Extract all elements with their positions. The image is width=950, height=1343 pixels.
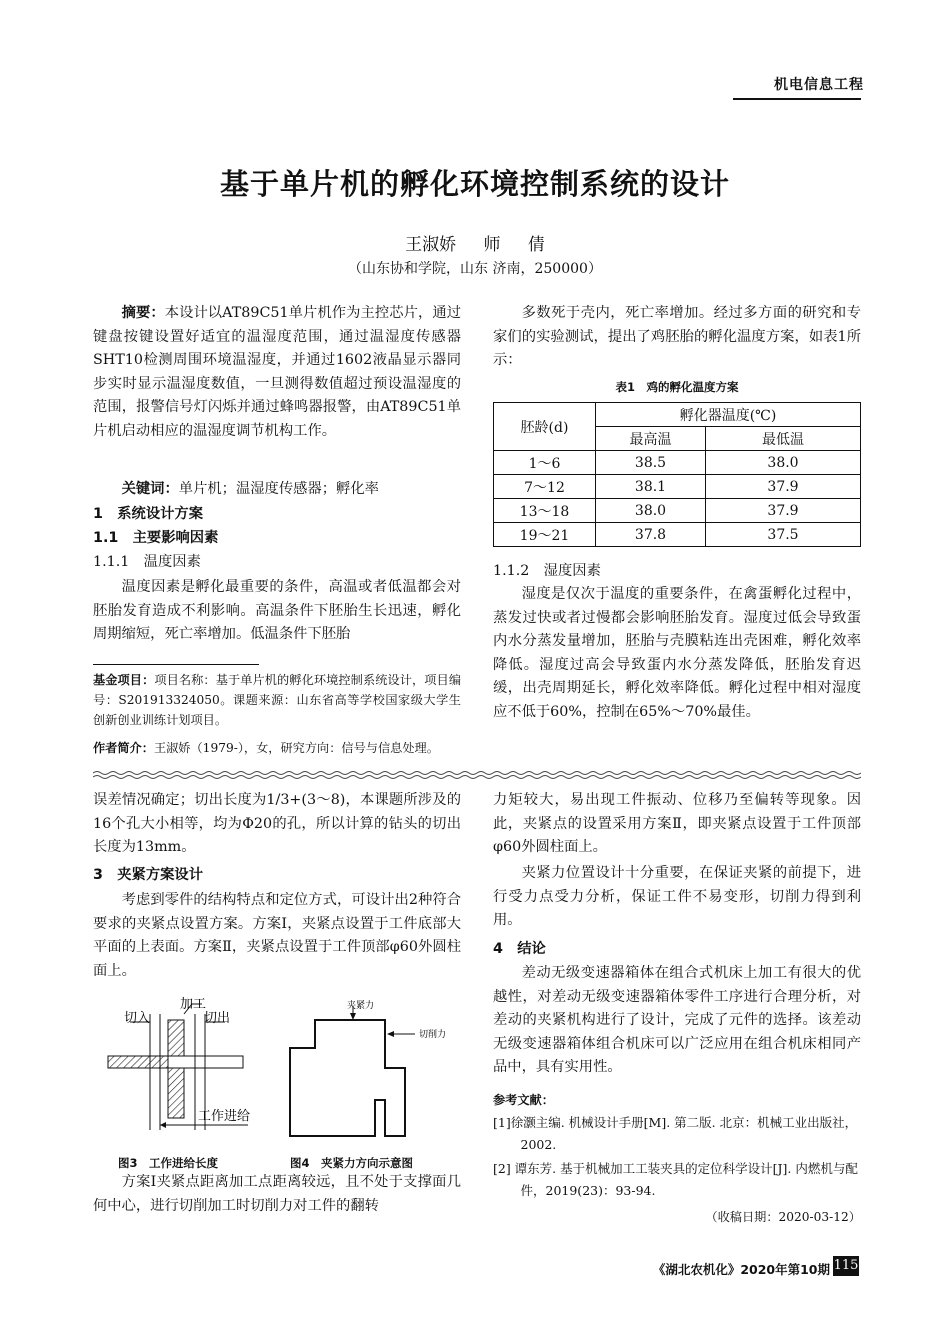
- table1-age-header: 胚龄(d): [494, 403, 596, 451]
- table-cell: 37.5: [706, 523, 861, 547]
- figure-3-caption: 图3 工作进给长度: [118, 1156, 219, 1170]
- table-row: [494, 499, 861, 523]
- received-date: （收稿日期：2020-03-12）: [705, 1210, 861, 1224]
- table-cell: 38.1: [596, 475, 706, 499]
- author-text: 王淑娇（1979-），女，研究方向：信号与信息处理。: [153, 741, 439, 755]
- table-row: [494, 451, 861, 475]
- fund-text: 项目名称：基于单片机的孵化环境控制系统设计，项目编号：S201913324050。课题来源：山东省高等学校国家级大学生创新创业训练计划项目。: [93, 673, 462, 727]
- abstract: [93, 302, 461, 443]
- keywords-text: 单片机；温湿度传感器；孵化率: [178, 481, 379, 497]
- clamp-options-paragraph: 考虑到零件的结构特点和定位方式，可设计出2种符合要求的夹紧点设置方案。方案Ⅰ，夹紧点设置于工件底部大平面的上表面。方案Ⅱ，夹紧点设置于工件顶部φ60外圆柱面上。: [93, 892, 461, 979]
- humidity-paragraph: 湿度是仅次于温度的重要条件，在禽蛋孵化过程中，蒸发过快或者过慢都会影响胚胎发育。湿度过低会导致蛋内水分蒸发量增加，胚胎与壳膜粘连出壳困难，孵化效率降低。湿度过高会导致蛋内水分蒸发降低，胚胎发育迟缓，出壳周期延长，孵化效率降低。孵化过程中相对湿度应不低于60%，控制在65%～70%最佳。: [493, 586, 861, 720]
- clamp-force-paragraph: 夹紧力位置设计十分重要，在保证夹紧的前提下，进行受力点受力分析，保证工件不易变形，切削力得到利用。: [493, 865, 861, 928]
- figure-4: [285, 998, 470, 1140]
- cut-length-paragraph: 误差情况确定；切出长度为1/3+(3～8)，本课题所涉及的16个孔大小相等，均为Φ20的孔，所以计算的钻头的切出长度为13mm。: [93, 792, 461, 855]
- reference-1: [1]徐灏主编. 机械设计手册[M]. 第二版. 北京：机械工业出版社，2002.: [493, 1115, 858, 1152]
- table-row: [494, 523, 861, 547]
- heading-1: 1 系统设计方案: [93, 506, 204, 522]
- table-cell: 19～21: [494, 523, 596, 547]
- continued-paragraph: 多数死于壳内，死亡率增加。经过多方面的研究和专家们的实验测试，提出了鸡胚胎的孵化温度方案，如表1所示：: [493, 305, 861, 368]
- section-label: 机电信息工程: [774, 77, 864, 93]
- table-cell: 38.0: [706, 451, 861, 475]
- heading-1-1-1: 1.1.1 温度因素: [93, 554, 201, 570]
- torque-paragraph: 力矩较大，易出现工件振动、位移乃至偏转等现象。因此，夹紧点的设置采用方案Ⅱ，即夹紧点设置于工件顶部φ60外圆柱面上。: [493, 792, 861, 855]
- table-cell: 13～18: [494, 499, 596, 523]
- table1: [493, 402, 861, 547]
- abstract-text: 本设计以AT89C51单片机作为主控芯片，通过键盘按键设置好适宜的温湿度范围，通过温湿度传感器SHT10检测周围环境温湿度，并通过1602液晶显示器同步实时显示温湿度数值，一旦测得数值超过预设温湿度的范围，报警信号灯闪烁并通过蜂鸣器报警，由AT89C51单片机启动相应的温湿度调节机构工作。: [93, 305, 461, 439]
- temperature-paragraph: 温度因素是孵化最重要的条件，高温或者低温都会对胚胎发育造成不利影响。高温条件下胚胎生长迅速，孵化周期缩短，死亡率增加。低温条件下胚胎: [93, 579, 461, 642]
- author-note: [93, 738, 461, 758]
- heading-1-1: 1.1 主要影响因素: [93, 530, 219, 546]
- table-cell: 38.0: [596, 499, 706, 523]
- table-cell: 37.9: [706, 499, 861, 523]
- affiliation: （山东协和学院，山东 济南，250000）: [348, 261, 602, 277]
- references-label: 参考文献：: [493, 1093, 554, 1107]
- heading-3: 3 夹紧方案设计: [93, 867, 204, 883]
- table1-min-header: 最低温: [706, 427, 861, 451]
- table-cell: 37.8: [596, 523, 706, 547]
- fig3-cut-in-label: 切入: [124, 1011, 151, 1026]
- reference-2: [2] 谭东芳. 基于机械加工工装夹具的定位科学设计[J]. 内燃机与配件，2019(23)：93-94.: [493, 1161, 858, 1198]
- fund-label: 基金项目：: [93, 673, 155, 687]
- fig3-feed-label: 工作进给: [198, 1109, 251, 1124]
- heading-1-1-2: 1.1.2 湿度因素: [493, 563, 601, 579]
- table-cell: 1～6: [494, 451, 596, 475]
- conclusion-paragraph: 差动无级变速器箱体在组合式机床上加工有很大的优越性，对差动无级变速器箱体零件工序进行合理分析，对差动的夹紧机构进行了设计，完成了元件的选择。该差动无级变速器箱体组合机床可以广泛应用在组合机床相同产品中，具有实用性。: [493, 965, 861, 1075]
- wavy-divider: [93, 770, 861, 780]
- header-rule: [733, 98, 861, 100]
- footnote-rule: [93, 664, 259, 665]
- figure-4-caption: 图4 夹紧力方向示意图: [290, 1156, 414, 1170]
- fig3-machining-label: 加工: [180, 997, 207, 1012]
- table1-max-header: 最高温: [596, 427, 706, 451]
- scheme-one-paragraph: 方案Ⅰ夹紧点距离加工点距离较远，且不处于支撑面几何中心，进行切削加工时切削力对工件的翻转: [93, 1174, 461, 1214]
- journal-footer: 《湖北农机化》2020年第10期: [652, 1262, 830, 1277]
- table-row: [494, 475, 861, 499]
- fig4-clamp-label: 夹紧力: [347, 1001, 375, 1011]
- abstract-label: 摘要：: [121, 305, 165, 321]
- table1-caption: 表1 鸡的孵化温度方案: [615, 380, 739, 394]
- fig3-cut-out-label: 切出: [204, 1011, 231, 1026]
- page-number: 115: [833, 1256, 859, 1276]
- keywords: [93, 478, 461, 502]
- heading-4: 4 结论: [493, 941, 546, 957]
- table1-temp-header: 孵化器温度(℃): [596, 403, 861, 427]
- author-label: 作者简介：: [93, 741, 154, 755]
- table-cell: 7～12: [494, 475, 596, 499]
- table-cell: 38.5: [596, 451, 706, 475]
- fig4-cutting-label: 切削力: [419, 1030, 447, 1040]
- figure-3: [100, 992, 260, 1142]
- article-title: 基于单片机的孵化环境控制系统的设计: [219, 167, 730, 201]
- table-cell: 37.9: [706, 475, 861, 499]
- fund-note: [93, 670, 461, 730]
- keywords-label: 关键词：: [121, 481, 179, 497]
- authors: 王淑娇 师 倩: [405, 235, 545, 255]
